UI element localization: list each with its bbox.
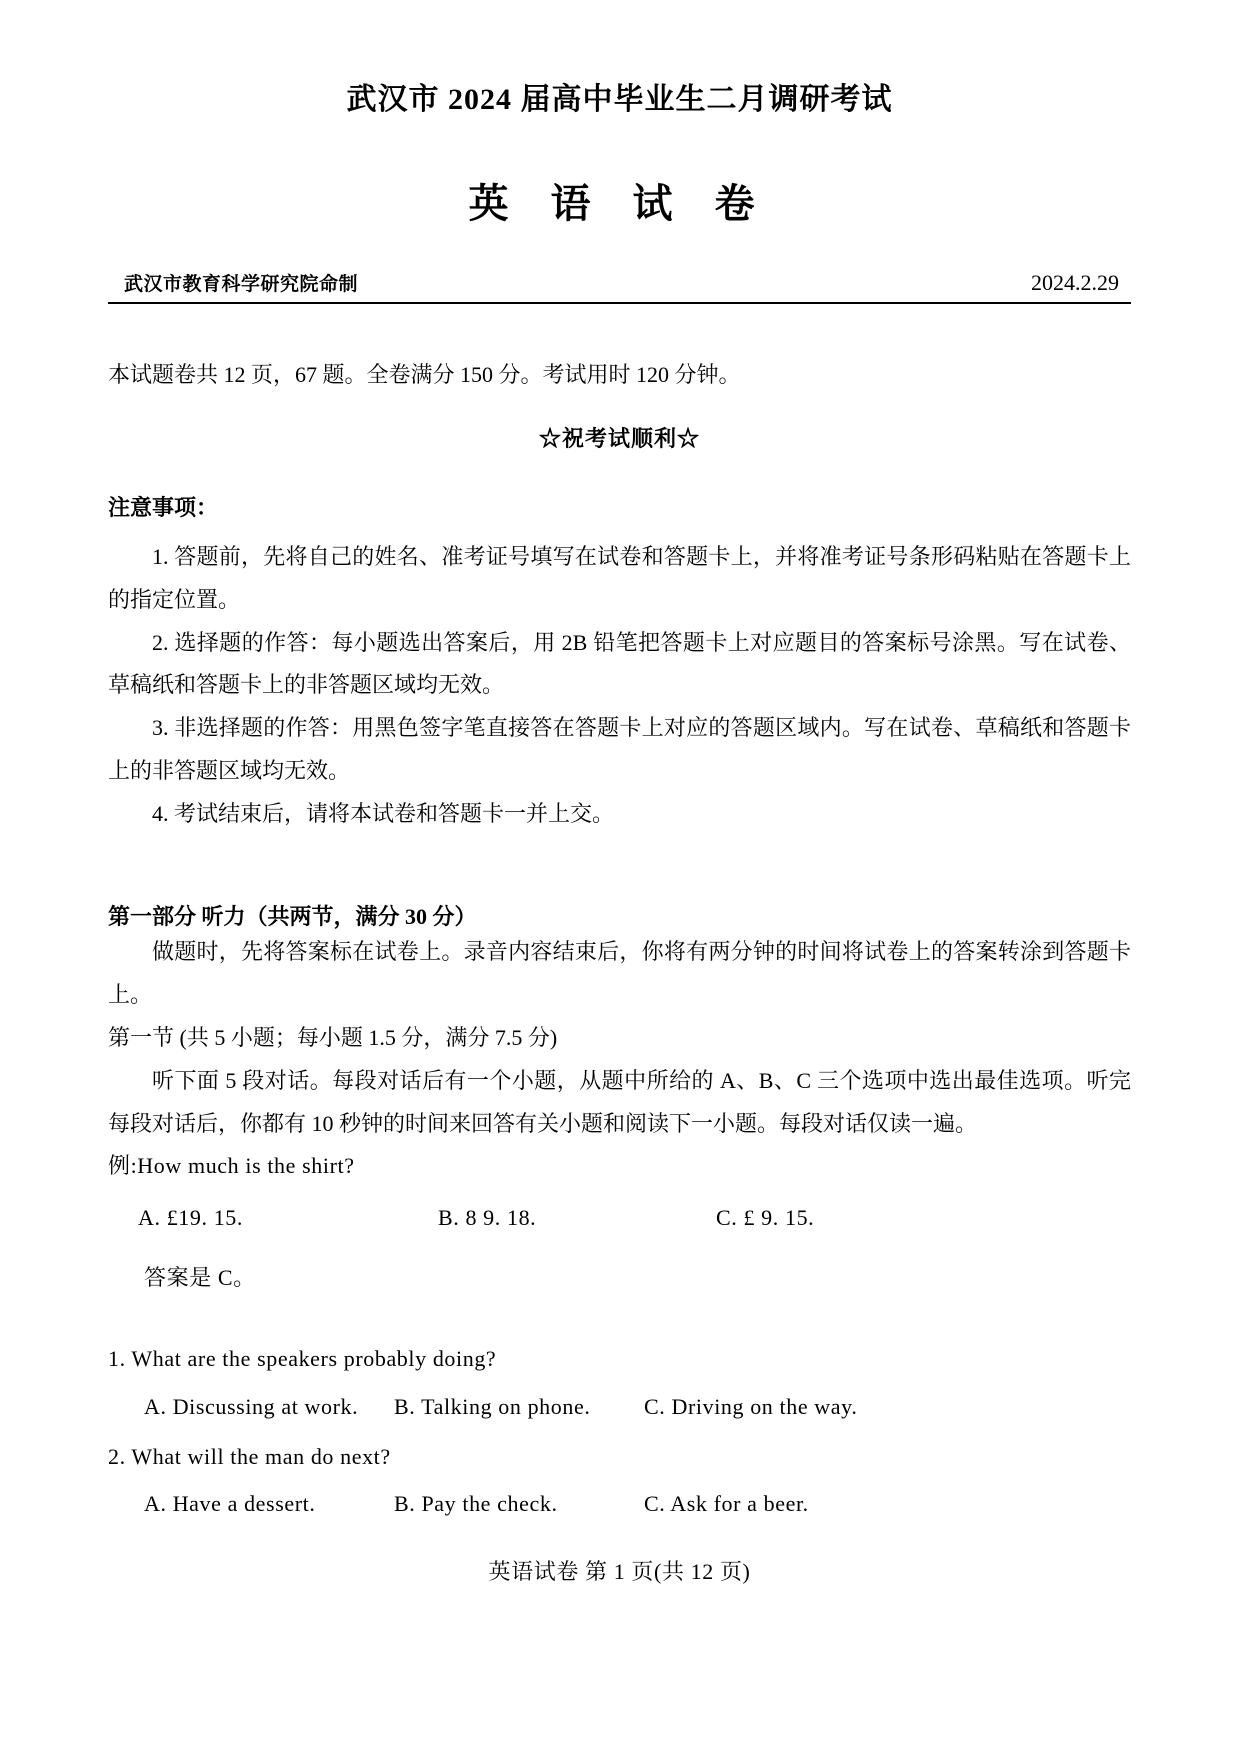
section-one-instruction: 听下面 5 段对话。每段对话后有一个小题，从题中所给的 A、B、C 三个选项中选出最佳选项。听完每段对话后，你都有 10 秒钟的时间来回答有关小题和阅读下一小题。每段对话仅读一遍。	[108, 1067, 1131, 1136]
option-b: B. Talking on phone.	[394, 1393, 591, 1419]
option-b: B. 8 9. 18.	[438, 1205, 537, 1231]
paper-info-line: 本试题卷共 12 页，67 题。全卷满分 150 分。考试用时 120 分钟。	[108, 362, 741, 387]
example-question-stem: 例:How much is the shirt?	[108, 1153, 355, 1179]
notices-list	[108, 536, 1131, 836]
exam-date: 2024.2.29	[1031, 270, 1119, 295]
exam-title: 武汉市 2024 届高中毕业生二月调研考试	[346, 83, 893, 116]
question-options	[108, 1386, 1131, 1428]
listening-general-instruction: 做题时，先将答案标在试卷上。录音内容结束后，你将有两分钟的时间将试卷上的答案转涂到答题卡上。	[108, 939, 1131, 1007]
notice-item: 4. 考试结束后，请将本试卷和答题卡一并上交。	[152, 801, 615, 827]
question-stem: 2. What will the man do next?	[108, 1443, 391, 1469]
option-a: A. £19. 15.	[138, 1205, 243, 1231]
byline-row	[108, 269, 1131, 296]
option-c: C. Ask for a beer.	[644, 1491, 809, 1517]
question-options	[108, 1483, 1131, 1525]
notice-item: 2. 选择题的作答：每小题选出答案后，用 2B 铅笔把答题卡上对应题目的答案标号涂黑。写在试卷、草稿纸和答题卡上的非答题区域均无效。	[108, 629, 1131, 698]
option-c: C. Driving on the way.	[644, 1393, 858, 1419]
header-divider	[108, 302, 1131, 304]
section-spacer	[108, 836, 1131, 900]
question-1	[108, 1338, 1131, 1428]
page-content	[108, 0, 1131, 1586]
question-2	[108, 1436, 1131, 1526]
example-answer: 答案是 C。	[144, 1265, 256, 1291]
section-one-heading: 第一节 (共 5 小题；每小题 1.5 分，满分 7.5 分)	[108, 1024, 558, 1050]
question-stem: 1. What are the speakers probably doing?	[108, 1346, 497, 1372]
example-options	[108, 1197, 1131, 1239]
issuer-label: 武汉市教育科学研究院命制	[124, 274, 359, 295]
page-footer: 英语试卷 第 1 页(共 12 页)	[488, 1559, 751, 1585]
good-luck-line: ☆祝考试顺利☆	[538, 425, 700, 451]
option-a: A. Have a dessert.	[144, 1491, 316, 1517]
paper-name-title: 英 语 试 卷	[468, 181, 771, 226]
part-one-heading: 第一部分 听力（共两节，满分 30 分）	[108, 904, 477, 930]
notices-heading: 注意事项：	[108, 494, 219, 520]
notice-item: 3. 非选择题的作答：用黑色签字笔直接答在答题卡上对应的答题区域内。写在试卷、草稿纸和答题卡上的非答题区域均无效。	[108, 715, 1131, 784]
option-b: B. Pay the check.	[394, 1491, 558, 1517]
notice-item: 1. 答题前，先将自己的姓名、准考证号填写在试卷和答题卡上，并将准考证号条形码粘贴在答题卡上的指定位置。	[108, 543, 1131, 612]
option-a: A. Discussing at work.	[144, 1393, 359, 1419]
option-c: C. £ 9. 15.	[716, 1205, 815, 1231]
